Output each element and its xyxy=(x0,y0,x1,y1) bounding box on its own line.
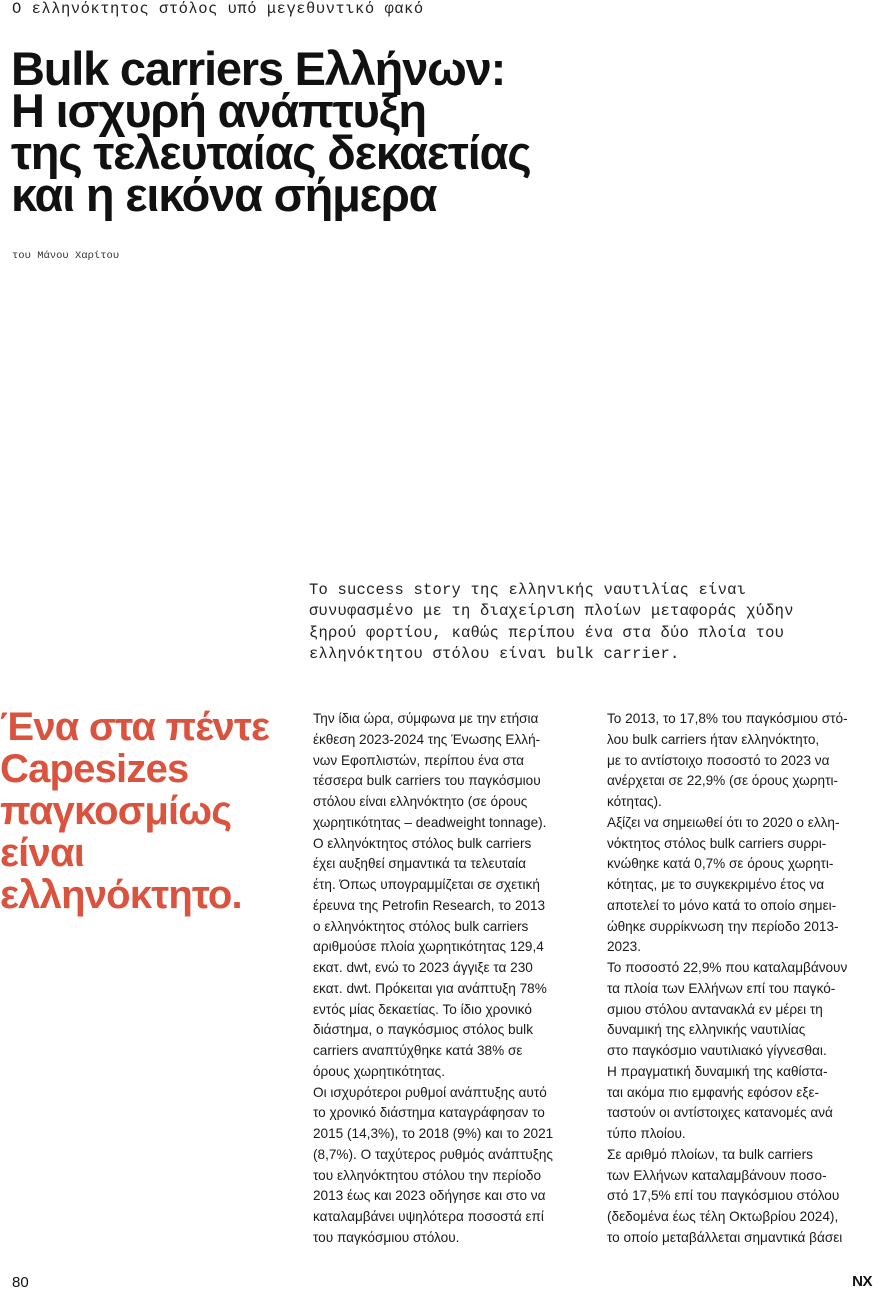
body-line: κότητας). xyxy=(607,794,662,809)
body-line: ώθηκε συρρίκνωση την περίοδο 2013- xyxy=(607,918,839,934)
lead-line: συνυφασμένο με τη διαχείριση πλοίων μεταφοράς χύδην xyxy=(309,602,794,621)
brand-logo: NX xyxy=(852,1273,872,1290)
body-line: εκατ. dwt. Πρόκειται για ανάπτυξη 78% xyxy=(313,980,547,996)
body-line: τέσσερα bulk carriers του παγκόσμιου xyxy=(313,773,541,789)
pull-quote xyxy=(0,706,300,916)
body-line: των Ελλήνων καταλαμβάνουν ποσο- xyxy=(607,1167,827,1183)
body-line: αριθμούσε πλοία χωρητικότητας 129,4 xyxy=(313,939,544,955)
body-line: στό 17,5% επί του παγκόσμιου στόλου xyxy=(607,1188,840,1204)
body-line: έχει αυξηθεί σημαντικά τα τελευταία xyxy=(313,856,526,872)
body-line: διάστημα, ο παγκόσμιος στόλος bulk xyxy=(313,1022,533,1038)
lead-line: ελληνόκτητου στόλου είναι bulk carrier. xyxy=(309,644,680,663)
body-line: έτη. Όπως υπογραμμίζεται σε σχετική xyxy=(313,877,540,892)
body-line: ο ελληνόκτητος στόλος bulk carriers xyxy=(313,918,529,934)
headline-line: και η εικόνα σήμερα xyxy=(11,168,437,221)
body-line: λου bulk carriers ήταν ελληνόκτητο, xyxy=(607,731,820,747)
body-line: Ο ελληνόκτητος στόλος bulk carriers xyxy=(313,835,532,851)
body-line: όρους χωρητικότητας. xyxy=(313,1063,445,1079)
body-line: τύπο πλοίου. xyxy=(607,1126,686,1141)
lead-line: ξηρού φορτίου, καθώς περίπου ένα στα δύο πλοία του xyxy=(309,623,785,642)
body-line: (δεδομένα έως τέλη Οκτωβρίου 2024), xyxy=(607,1209,839,1224)
pull-quote-line: Ένα στα πέντε xyxy=(0,705,270,749)
body-line: με το αντίστοιχο ποσοστό το 2023 να xyxy=(607,752,830,768)
body-line: καταλαμβάνει υψηλότερα ποσοστά επί xyxy=(313,1209,544,1224)
body-line: δυναμική της ελληνικής ναυτιλίας xyxy=(607,1022,806,1038)
headline-line: της τελευταίας δεκαετίας xyxy=(11,126,531,179)
body-line: νόκτητος στόλος bulk carriers συρρι- xyxy=(607,835,827,851)
pull-quote-line: ελληνόκτητο. xyxy=(0,873,242,917)
body-column-left xyxy=(313,709,585,1249)
body-line: έκθεση 2023-2024 της Ένωσης Ελλή- xyxy=(313,731,541,747)
body-line: κνώθηκε κατά 0,7% σε όρους χωρητι- xyxy=(607,856,834,872)
body-line: ται ακόμα πιο εμφανής εφόσον εξε- xyxy=(607,1084,820,1100)
body-line: στόλου είναι ελληνόκτητο (σε όρους xyxy=(313,794,528,809)
headline-line: Η ισχυρή ανάπτυξη xyxy=(11,84,426,137)
body-line: έρευνα της Petrofin Research, το 2013 xyxy=(313,897,546,913)
pull-quote-line: παγκοσμίως xyxy=(0,789,232,833)
body-line: carriers αναπτύχθηκε κατά 38% σε xyxy=(313,1043,523,1058)
lead-paragraph xyxy=(309,580,879,665)
pull-quote-line: είναι xyxy=(0,831,85,875)
body-line: Το ποσοστό 22,9% που καταλαμβάνουν xyxy=(607,960,848,975)
body-line: Την ίδια ώρα, σύμφωνα με την ετήσια xyxy=(313,711,539,726)
body-line: ταστούν οι αντίστοιχες κατανομές ανά xyxy=(607,1105,833,1121)
body-line: τα πλοία των Ελλήνων επί του παγκό- xyxy=(607,980,836,996)
body-line: αποτελεί το μόνο κατά το οποίο σημει- xyxy=(607,897,837,913)
body-line: 2015 (14,3%), το 2018 (9%) και το 2021 xyxy=(313,1126,554,1141)
body-line: στο παγκόσμιο ναυτιλιακό γίγνεσθαι. xyxy=(607,1043,827,1058)
body-line: Το 2013, το 17,8% του παγκόσμιου στό- xyxy=(607,711,848,726)
body-line: χωρητικότητας – deadweight tonnage). xyxy=(313,814,547,830)
body-line: Η πραγματική δυναμική της καθίστα- xyxy=(607,1063,828,1079)
body-line: το οποίο μεταβάλλεται σημαντικά βάσει xyxy=(607,1229,843,1245)
body-column-right xyxy=(607,709,879,1249)
body-line: του παγκόσμιου στόλου. xyxy=(313,1229,460,1245)
body-line: του ελληνόκτητου στόλου την περίοδο xyxy=(313,1167,542,1183)
page-number: 80 xyxy=(12,1274,29,1291)
body-line: 2023. xyxy=(607,939,642,955)
body-line: Σε αριθμό πλοίων, τα bulk carriers xyxy=(607,1146,813,1162)
body-line: 2013 έως και 2023 οδήγησε και στο να xyxy=(313,1188,546,1204)
body-line: Αξίζει να σημειωθεί ότι το 2020 ο ελλη- xyxy=(607,814,840,830)
pull-quote-line: Capesizes xyxy=(0,747,189,791)
body-line: εκατ. dwt, ενώ το 2023 άγγιξε τα 230 xyxy=(313,960,533,975)
byline: του Μάνου Χαρίτου xyxy=(12,250,120,262)
body-line: (8,7%). Ο ταχύτερος ρυθμός ανάπτυξης xyxy=(313,1146,553,1162)
headline xyxy=(11,42,871,221)
kicker: Ο ελληνόκτητος στόλος υπό μεγεθυντικό φακό xyxy=(12,0,424,18)
body-line: σμιου στόλου αντανακλά εν μέρει τη xyxy=(607,1001,823,1017)
body-line: Οι ισχυρότεροι ρυθμοί ανάπτυξης αυτό xyxy=(313,1084,547,1100)
headline-line: Bulk carriers Ελλήνων: xyxy=(11,42,506,95)
body-line: το χρονικό διάστημα καταγράφησαν το xyxy=(313,1105,545,1121)
lead-line: Το success story της ελληνικής ναυτιλίας είναι xyxy=(309,581,747,599)
body-line: νων Εφοπλιστών, περίπου ένα στα xyxy=(313,752,525,768)
body-line: κότητας, με το συγκεκριμένο έτος να xyxy=(607,877,825,892)
body-line: εντός μίας δεκαετίας. Το ίδιο χρονικό xyxy=(313,1001,532,1017)
body-line: ανέρχεται σε 22,9% (σε όρους χωρητι- xyxy=(607,773,838,789)
